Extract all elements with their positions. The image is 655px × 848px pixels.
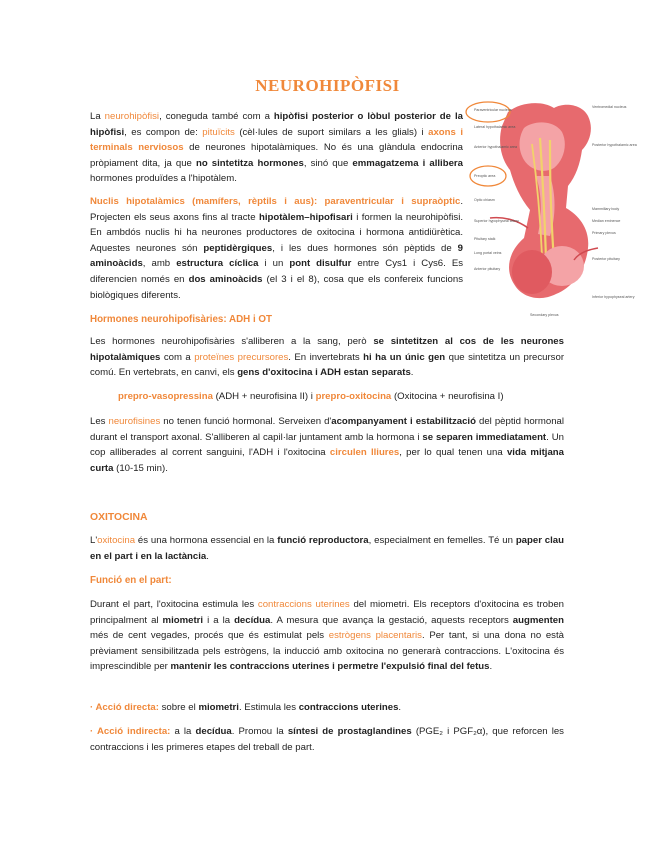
label-secondary-plexus: Secondary plexus bbox=[530, 313, 559, 317]
label-median-eminence: Median eminence bbox=[592, 219, 621, 223]
anterior-pituitary-shape bbox=[512, 250, 552, 294]
label-anterior-hypothalamic: Anterior hypothalamic area bbox=[474, 145, 517, 149]
label-optic-chiasm: Optic chiasm bbox=[474, 198, 495, 202]
precursors-line: prepro-vasopressina (ADH + neurofisina II) i prepro-oxitocina (Oxitocina + neurofisina I) bbox=[118, 391, 504, 402]
label-paraventricular: Paraventricular nucleus bbox=[474, 108, 512, 112]
label-primary-plexus: Primary plexus bbox=[592, 231, 616, 235]
label-posterior-hypothalamic: Posterior hypothalamic area bbox=[592, 143, 637, 147]
accio-directa: · Acció directa: sobre el miometri. Estimula les contraccions uterines. bbox=[90, 702, 402, 713]
label-pituitary-stalk: Pituitary stalk bbox=[474, 237, 496, 241]
funcio-heading: Funció en el part: bbox=[90, 575, 172, 586]
hormones-heading: Hormones neurohipofisàries: ADH i OT bbox=[90, 314, 272, 325]
nuclis-paragraph: Nuclis hipotalàmics (mamífers, rèptils i aus): paraventricular i supraòptic. Projecten els seus axons fins al tracte hipotàlem–hipofisari i formen la neurohipòfisi. En ambdós nuclis hi ha neurones productores de oxitocina i hormona antidiürètica. Aquestes neurones són peptidèrgiques, i les dues hormones són pèptids de 9 aminoàcids, amb estructura cíclica i un pont disulfur entre Cys1 i Cys6. Es diferencien només en dos aminoàcids (el 3 i el 8), cosa que els confereix funcions biològiques diferents. bbox=[90, 196, 464, 301]
part-paragraph: Durant el part, l'oxitocina estimula les contraccions uterines del miometri. Els receptors d'oxitocina es troben principalment al miometri i a la decídua. A mesura que avança la gestació, aquests receptors augmenten més de cent vegades, procés que és estimulat pels estrògens placentaris. Per tant, si una dona no està prèviament sensibilitzada pels estrògens, la inducció amb oxitocina no generarà contraccions. L'oxitocina és imprescindible per mantenir les contraccions uterines i permetre l'expulsió final del fetus. bbox=[90, 599, 564, 673]
label-ventromedial: Ventromedial nucleus bbox=[592, 105, 627, 109]
oxitocina-heading: OXITOCINA bbox=[90, 512, 148, 523]
label-mammillary: Mammillary body bbox=[592, 207, 620, 211]
accio-indirecta: · Acció indirecta: a la decídua. Promou la síntesi de prostaglandines (PGE₂ i PGF₂α), que reforcen les contraccions i les primeres etapes del treball de part. bbox=[90, 726, 564, 753]
label-lateral-hypothalamic: Lateral hypothalamic area bbox=[474, 125, 516, 129]
label-anterior-pituitary: Anterior pituitary bbox=[474, 267, 501, 271]
label-long-portal-veins: Long portal veins bbox=[474, 251, 502, 255]
label-superior-artery: Superior hypophyseal artery bbox=[474, 219, 519, 223]
page-title: NEUROHIPÒFISI bbox=[255, 76, 400, 95]
hormones-paragraph: Les hormones neurohipofisàries s'alliberen a la sang, però se sintetitzen al cos de les neurones hipotalàmiques com a proteïnes precursores. En invertebrats hi ha un únic gen que sintetitza un precursor comú. En vertebrats, en canvi, els gens d'oxitocina i ADH estan separats. bbox=[90, 336, 565, 379]
oxitocina-paragraph: L'oxitocina és una hormona essencial en la funció reproductora, especialment en femelles. Té un paper clau en el part i en la lactància. bbox=[90, 535, 565, 562]
neurofisines-paragraph: Les neurofisines no tenen funció hormonal. Serveixen d'acompanyament i estabilització del pèptid hormonal durant el transport axonal. S'alliberen al capil·lar juntament amb la hormona i se separen immediatament. Un cop alliberades al corrent sanguini, l'ADH i l'oxitocina circulen lliures, per lo qual tenen una vida mitjana curta (10-15 min). bbox=[90, 416, 565, 474]
highlight-circle-paraventricular bbox=[466, 102, 510, 122]
label-posterior-pituitary: Posterior pituitary bbox=[592, 257, 620, 261]
label-inferior-artery: Inferior hypophyseal artery bbox=[592, 295, 635, 299]
intro-paragraph: La neurohipòfisi, coneguda també com a hipòfisi posterior o lòbul posterior de la hipòfisi, es compon de: pituïcits (cèl·lules de suport similars a les glials) i axons i terminals nerviosos de neurones hipotalàmiques. No és una glàndula endocrina pròpiament dita, ja que no sintetitza hormones, sinó que emmagatzema i allibera hormones produïdes a l'hipotàlem. bbox=[90, 111, 464, 185]
label-preoptic: Preoptic area bbox=[474, 174, 496, 178]
pituitary-diagram bbox=[470, 98, 637, 320]
